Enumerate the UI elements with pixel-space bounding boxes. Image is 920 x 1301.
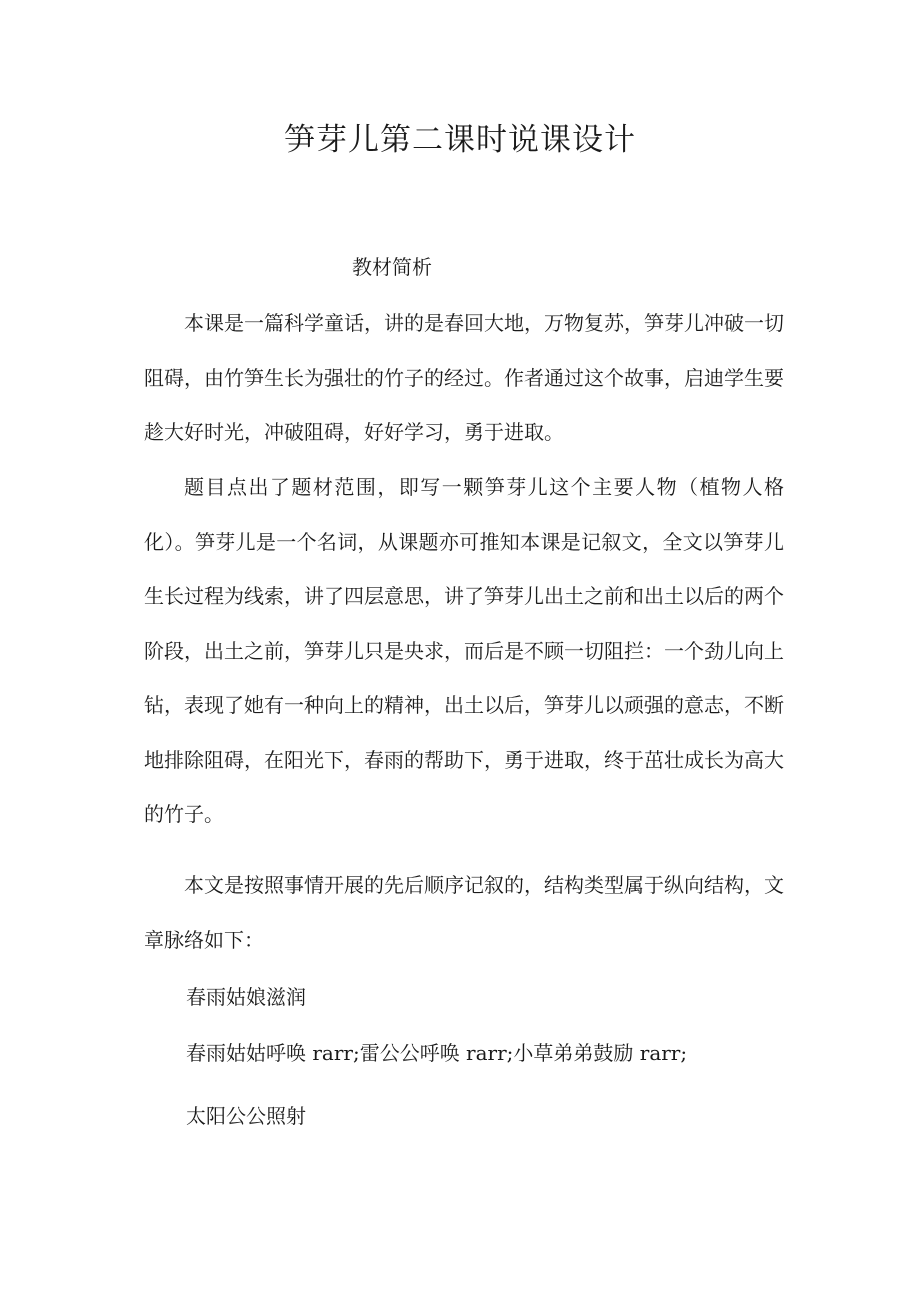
section-heading: 教材简析 [352,255,432,279]
outline-item: 春雨姑姑呼唤 rarr;雷公公呼唤 rarr;小草弟弟鼓励 rarr; [186,1041,688,1065]
paragraph-structure: 本文是按照事情开展的先后顺序记叙的，结构类型属于纵向结构，文章脉络如下： [144,873,784,952]
outline-item: 太阳公公照射 [186,1104,306,1128]
paragraph-intro: 本课是一篇科学童话，讲的是春回大地，万物复苏，笋芽儿冲破一切阻碍，由竹笋生长为强壮的竹子的经过。作者通过这个故事，启迪学生要趁大好时光，冲破阻碍，好好学习，勇于进取。 [144,311,784,444]
document-title: 笋芽儿第二课时说课设计 [284,122,636,158]
paragraph-analysis: 题目点出了题材范围，即写一颗笋芽儿这个主要人物（植物人格化）。笋芽儿是一个名词，从课题亦可推知本课是记叙文，全文以笋芽儿生长过程为线索，讲了四层意思，讲了笋芽儿出土之前和出土以后的两个阶段，出土之前，笋芽儿只是央求，而后是不顾一切阻拦：一个劲儿向上钻，表现了她有一种向上的精神，出土以后，笋芽儿以顽强的意志，不断地排除阻碍，在阳光下，春雨的帮助下，勇于进取，终于茁壮成长为高大的竹子。 [144,475,784,826]
outline-item: 春雨姑娘滋润 [186,985,306,1009]
